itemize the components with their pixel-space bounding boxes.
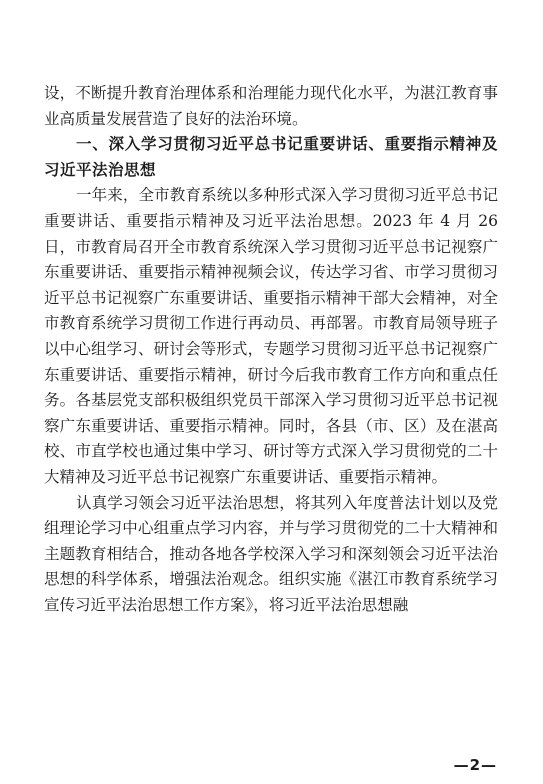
page-number: —2— xyxy=(453,756,497,774)
section-heading: 一、深入学习贯彻习近平总书记重要讲话、重要指示精神及习近平法治思想 xyxy=(44,135,498,179)
body-paragraph-2: 认真学习领会习近平法治思想，将其列入年度普法计划以及党组理论学习中心组重点学习内容，并与学习贯彻党的二十大精神和主题教育相结合，推动各地各学校深入学习和深刻领会习近平法治思想的科学体系，增强法治观念。组织实施《湛江市教育系统学习宣传习近平法治思想工作方案》，将习近平法治思想融 xyxy=(44,493,498,614)
document-body xyxy=(44,81,498,618)
continuation-paragraph: 设，不断提升教育治理体系和治理能力现代化水平，为湛江教育事业高质量发展营造了良好的法治环境。 xyxy=(44,84,498,128)
body-paragraph-1: 一年来，全市教育系统以多种形式深入学习贯彻习近平总书记重要讲话、重要指示精神及习近平法治思想。2023 年 4 月 26 日，市教育局召开全市教育系统深入学习贯彻习近平总书记视察广东重要讲话、重要指示精神视频会议，传达学习省、市学习贯彻习近平总书记视察广东重要讲话、重要指示精神干部大会精神，对全市教育系统学习贯彻工作进行再动员、再部署。市教育局领导班子以中心组学习、研讨会等形式，专题学习贯彻习近平总书记视察广东重要讲话、重要指示精神，研讨今后我市教育工作方向和重点任务。各基层党支部积极组织党员干部深入学习贯彻习近平总书记视察广东重要讲话、重要指示精神。同时，各县（市、区）及在湛高校、市直学校也通过集中学习、研讨等方式深入学习贯彻党的二十大精神及习近平总书记视察广东重要讲话、重要指示精神。 xyxy=(44,186,498,486)
